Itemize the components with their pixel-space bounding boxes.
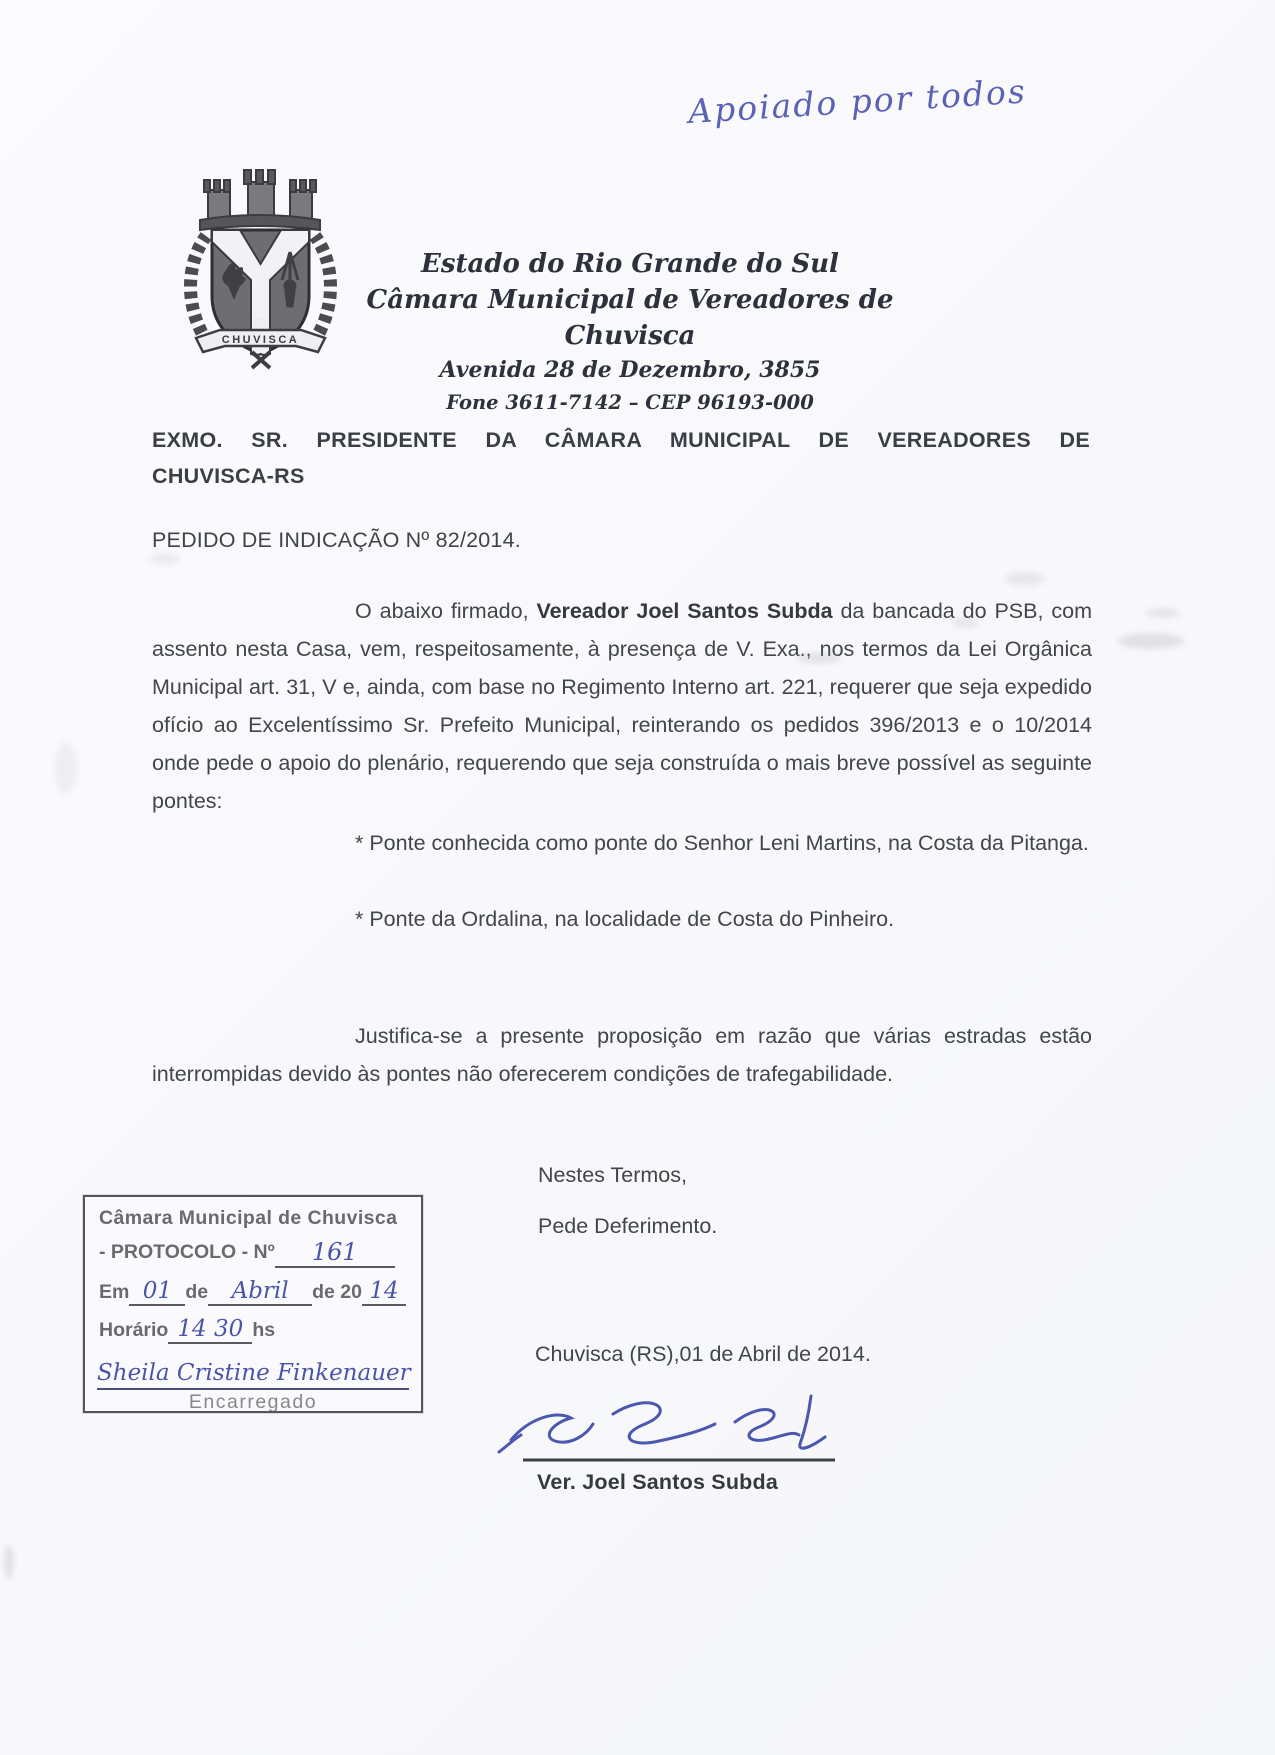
stamp-de-label: de [185,1281,209,1303]
protocol-stamp [83,1195,423,1413]
stamp-month-value: Abril [208,1278,312,1306]
stamp-org-name: Câmara Municipal de Chuvisca [99,1207,398,1229]
justification-paragraph: Justifica-se a presente proposição em razão que várias estradas estão interrompidas devido às pontes não oferecerem condições de trafegabilidade. [152,1024,1092,1086]
stamp-role-label: Encarregado [188,1391,318,1413]
stamp-date-row [99,1278,421,1306]
stamp-protocol-number: 161 [275,1238,395,1268]
scan-smudge [952,618,978,628]
stamp-de20-label: de 20 [312,1281,362,1303]
letterhead-phone-cep: Fone 3611-7142 – CEP 96193-000 [446,391,814,414]
scan-smudge [1005,572,1045,586]
addressee-line1: EXMO. SR. PRESIDENTE DA CÂMARA MUNICIPAL DE VEREADORES DE [152,428,1090,452]
closing-line-2: Pede Deferimento. [538,1214,718,1238]
scan-smudge [796,652,842,664]
body-p1-text-b: da bancada do PSB, com assento nesta Casa, vem, respeitosamente, à presença de V. Exa., nos termos da Lei Orgânica Municipal art. 31, V e, ainda, com base no Regimento Interno art. 221, requerer que seja expedido ofício ao Excelentíssimo Sr. Prefeito Municipal, reinterando os pedidos 396/2013 e o 10/2014 onde pede o apoio do plenário, requerendo que seja construída o mais breve possível as seguinte pontes: [152,599,1092,813]
stamp-time-value: 14 30 [168,1316,252,1344]
body-p1-text-a: O abaixo firmado, [355,599,537,623]
stamp-day-value: 01 [129,1278,185,1306]
scan-smudge [1146,608,1180,618]
scan-smudge [1118,633,1184,649]
municipal-coat-of-arms [178,168,343,373]
stamp-em-label: Em [99,1281,130,1303]
addressee-line2: CHUVISCA-RS [152,464,305,488]
subject-line: PEDIDO DE INDICAÇÃO Nº 82/2014. [152,528,521,552]
letterhead-org: Câmara Municipal de Vereadores de Chuvisca [366,285,894,351]
letterhead-state: Estado do Rio Grande do Sul [421,249,839,279]
letterhead-address: Avenida 28 de Dezembro, 3855 [439,357,821,383]
closing-line-1: Nestes Termos, [538,1163,687,1187]
scan-smudge [150,553,180,565]
signature-scrawl [495,1390,855,1480]
stamp-protocol-row [99,1236,421,1266]
handwritten-annotation: Apoiado por todos [687,71,1028,132]
bridge-item-1: * Ponte conhecida como ponte do Senhor Leni Martins, na Costa da Pitanga. [355,831,1089,855]
stamp-horario-label: Horário [99,1319,169,1341]
letterhead [330,246,930,418]
svg-text:CHUVISCA: CHUVISCA [221,334,300,346]
scan-smudge [55,742,77,794]
stamp-clerk-signature: Sheila Cristine Finkenauer [97,1360,409,1390]
scan-smudge [4,1545,14,1579]
date-line: Chuvisca (RS),01 de Abril de 2014. [535,1342,871,1366]
stamp-hs-label: hs [252,1319,276,1341]
body-p1-author-bold: Vereador Joel Santos Subda [536,599,833,623]
stamp-signature-row [97,1360,409,1414]
crest-crown [200,170,320,230]
bridge-item-2: * Ponte da Ordalina, na localidade de Costa do Pinheiro. [355,907,895,931]
stamp-time-row [99,1316,421,1344]
signatory-name: Ver. Joel Santos Subda [537,1470,778,1494]
stamp-year-value: 14 [362,1278,406,1306]
stamp-protocol-label: - PROTOCOLO - Nº [99,1241,275,1263]
body-paragraph-1 [152,592,1092,820]
addressee [152,422,1090,494]
